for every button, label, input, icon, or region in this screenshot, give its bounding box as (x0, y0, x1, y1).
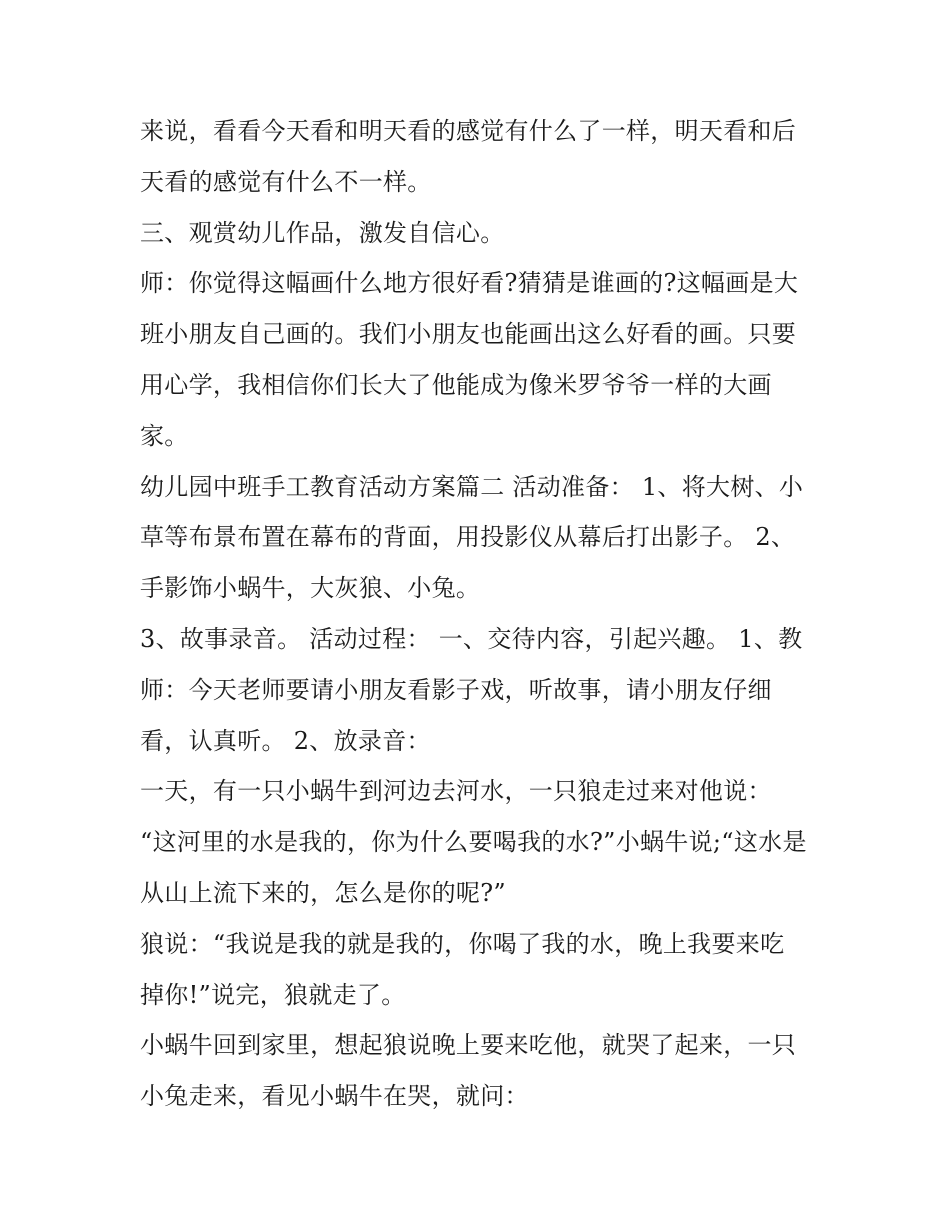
text-line: 小蜗牛回到家里，想起狼说晚上要来吃他，就哭了起来，一只 (140, 1031, 797, 1060)
text-line: 手影饰小蜗牛，大灰狼、小兔。 (140, 574, 481, 603)
text-line: 班小朋友自己画的。我们小朋友也能画出这么好看的画。只要 (140, 320, 797, 349)
text-line: 看，认真听。 2、放录音： (140, 726, 431, 755)
text-line: 师：今天老师要请小朋友看影子戏，听故事，请小朋友仔细 (140, 675, 772, 704)
text-line: 小兔走来，看见小蜗牛在哭，就问： (140, 1082, 529, 1111)
text-line: 家。 (140, 421, 189, 450)
text-line: 从山上流下来的，怎么是你的呢?” (140, 878, 506, 907)
text-line: “这河里的水是我的，你为什么要喝我的水?”小蜗牛说;“这水是 (140, 828, 807, 857)
text-line: 幼儿园中班手工教育活动方案篇二 活动准备： 1、将大树、小 (140, 472, 804, 501)
text-line: 掉你!”说完，狼就走了。 (140, 980, 406, 1009)
text-line: 用心学，我相信你们长大了他能成为像米罗爷爷一样的大画 (140, 370, 772, 399)
text-line: 狼说：“我说是我的就是我的，你喝了我的水，晚上我要来吃 (140, 929, 785, 958)
text-line: 师：你觉得这幅画什么地方很好看?猜猜是谁画的?这幅画是大 (140, 269, 799, 298)
text-line: 3、故事录音。 活动过程： 一、交待内容，引起兴趣。 1、教 (140, 624, 803, 653)
text-line: 天看的感觉有什么不一样。 (140, 167, 432, 196)
text-line: 一天，有一只小蜗牛到河边去河水，一只狼走过来对他说： (140, 777, 772, 806)
section-heading: 三、观赏幼儿作品，激发自信心。 (140, 218, 505, 247)
text-line: 来说，看看今天看和明天看的感觉有什么了一样，明天看和后 (140, 117, 797, 145)
text-line: 草等布景布置在幕布的背面，用投影仪从幕后打出影子。 2、 (140, 523, 796, 552)
body-text (140, 106, 815, 1122)
